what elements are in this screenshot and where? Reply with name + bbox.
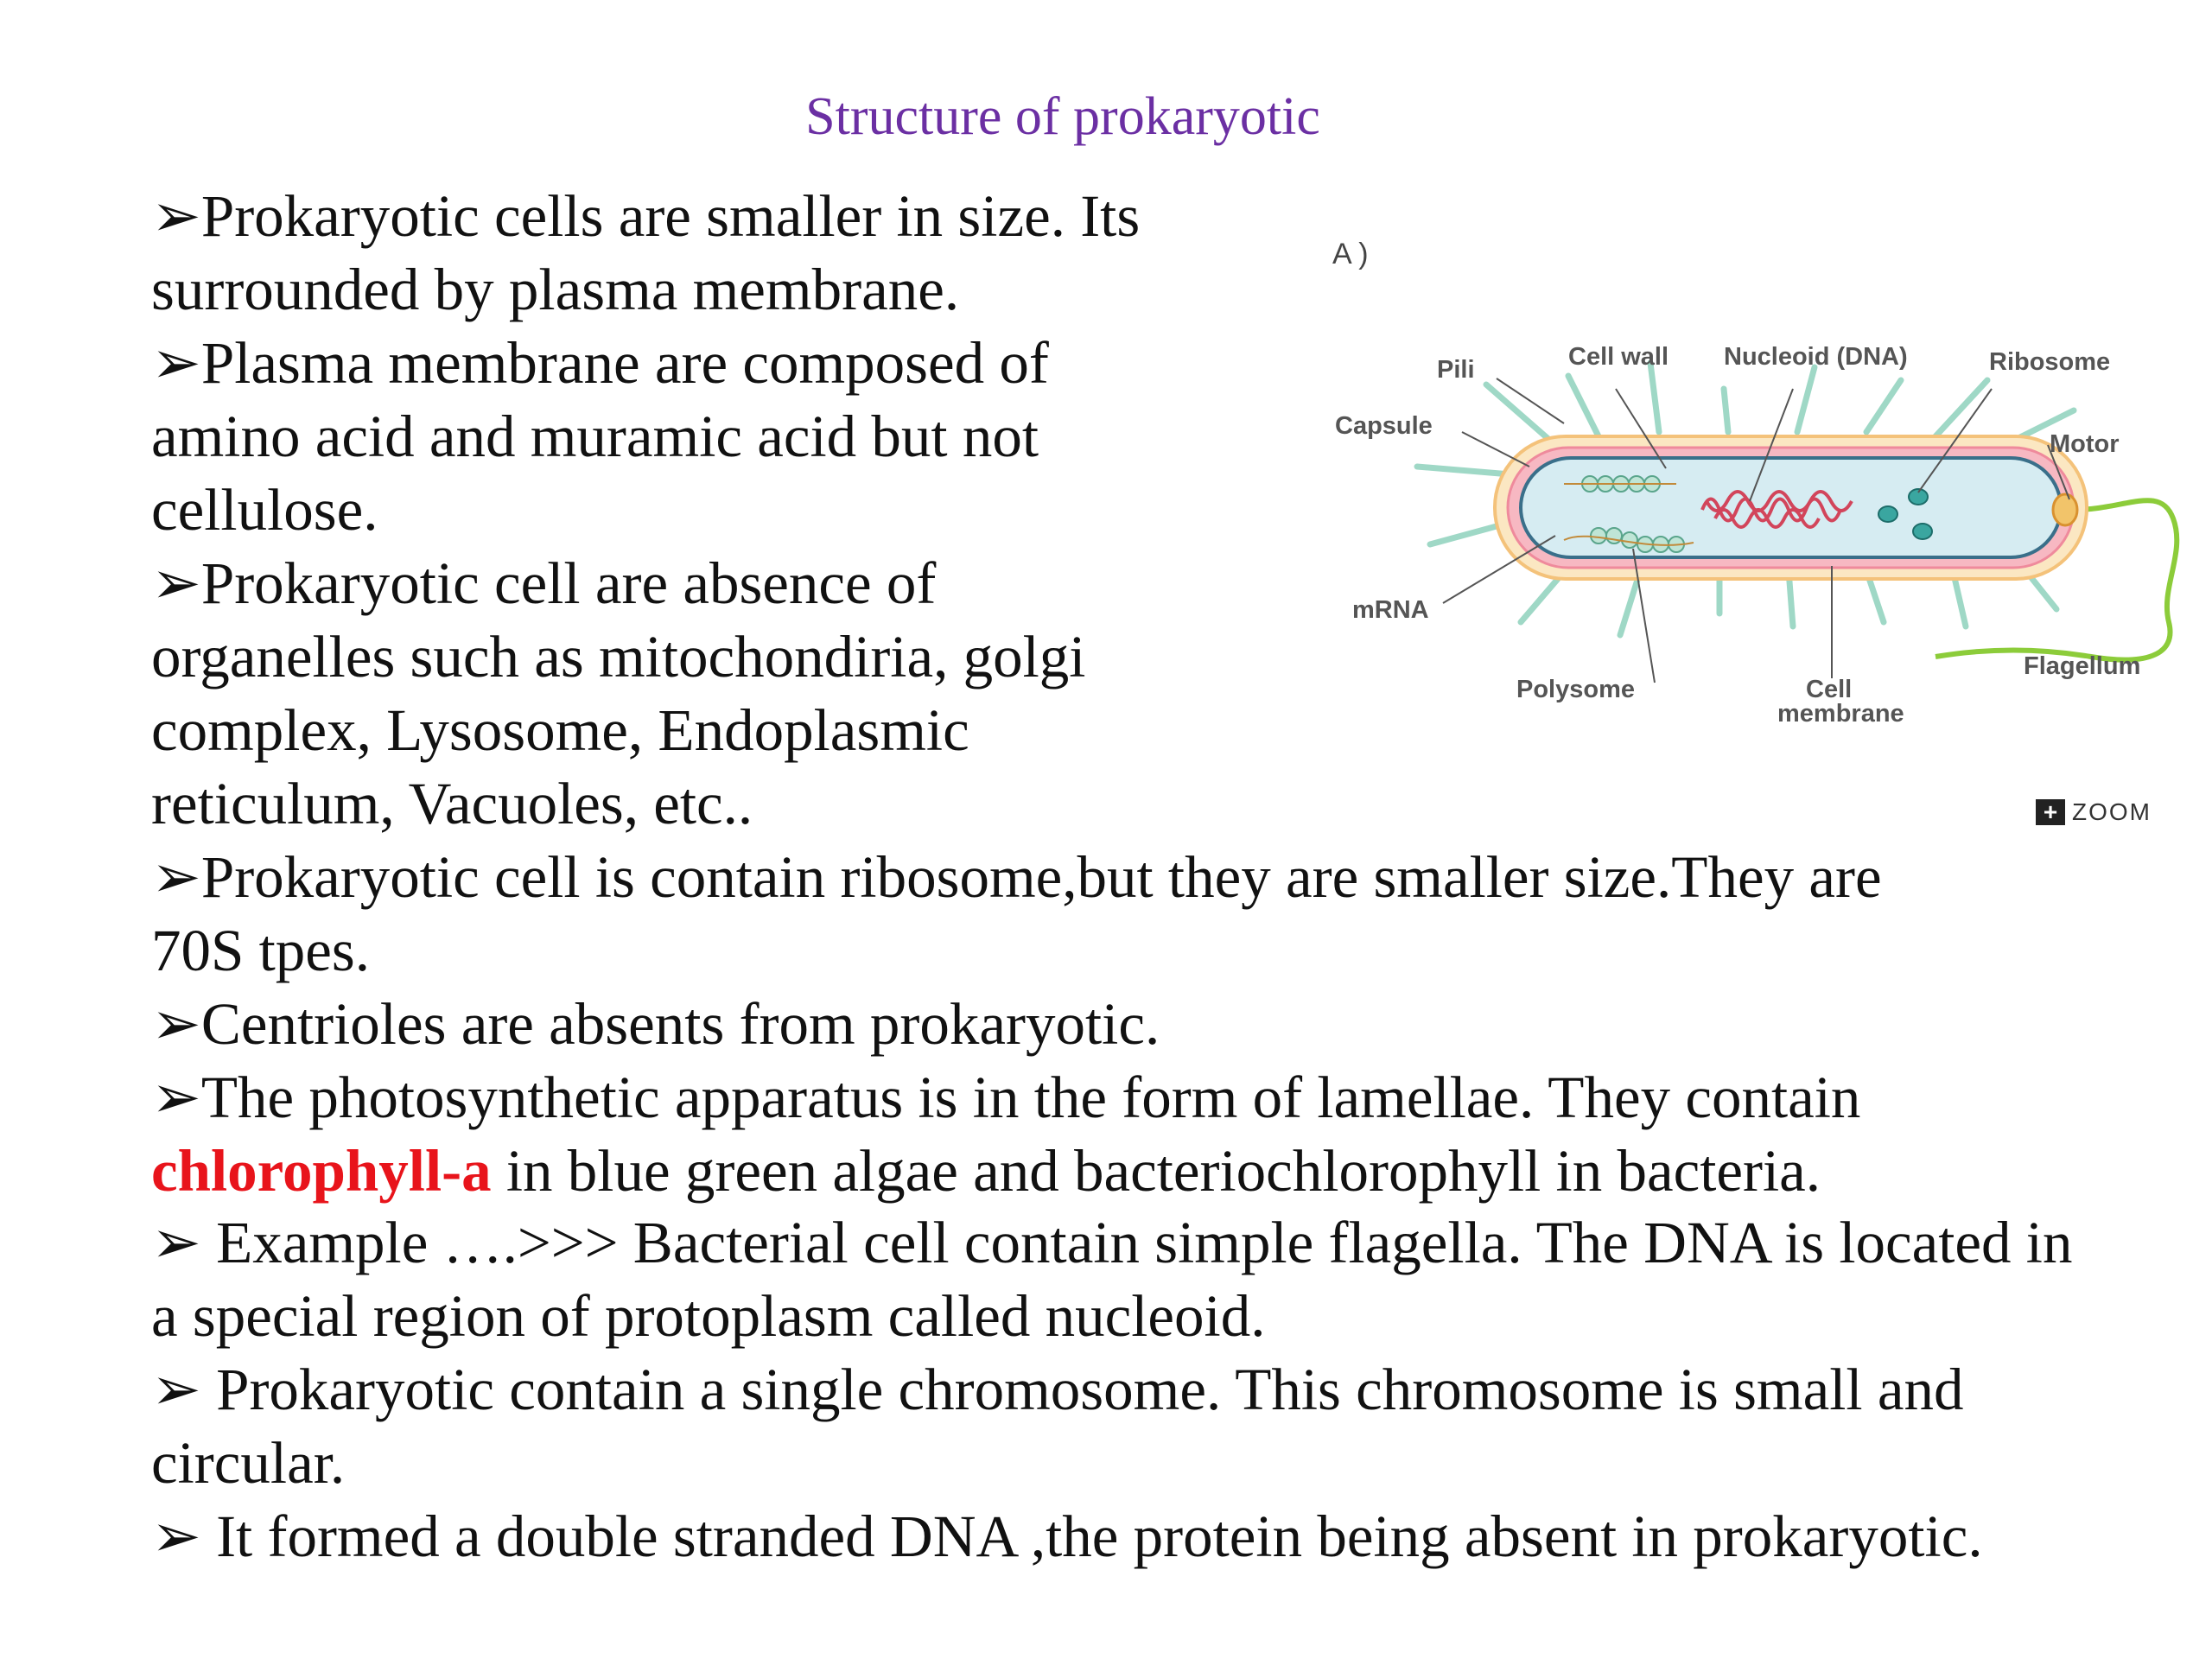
slide-title: Structure of prokaryotic [805, 87, 1320, 146]
bullet-icon: ➢ [151, 330, 201, 396]
bullet-paragraph-1: ➢Prokaryotic cells are smaller in size. Its surrounded by plasma membrane. [151, 183, 1141, 322]
bullet-paragraph-6: ➢The photosynthetic apparatus is in the form of lamellae. They contain chlorophyll-a in blue green algae and bacteriochlorophyll in bacteria. [151, 1065, 1861, 1204]
plus-icon: + [2036, 799, 2065, 825]
label-pili: Pili [1437, 356, 1475, 384]
bullet-paragraph-8: ➢ Prokaryotic contain a single chromosome. This chromosome is small and circular. [151, 1357, 1964, 1496]
bullet-icon: ➢ [151, 183, 201, 249]
label-mrna: mRNA [1352, 596, 1429, 624]
label-cell-wall: Cell wall [1568, 343, 1669, 371]
bullet-icon: ➢ [151, 550, 201, 616]
prokaryotic-cell-diagram [1313, 225, 2186, 743]
bullet-paragraph-2: ➢Plasma membrane are composed of amino acid and muramic acid but not cellulose. [151, 330, 1049, 543]
bullet-paragraph-9: ➢ It formed a double stranded DNA ,the protein being absent in prokaryotic. [151, 1503, 1983, 1569]
label-flagellum: Flagellum [2024, 652, 2141, 680]
label-cell: Cell [1806, 676, 1853, 703]
label-motor: Motor [2050, 430, 2120, 458]
zoom-label: ZOOM [2072, 798, 2152, 825]
bullet-paragraph-3: ➢Prokaryotic cell are absence of organelles such as mitochondiria, golgi complex, Lysosome, Endoplasmic reticulum, Vacuoles, etc.. [151, 550, 1086, 836]
bullet-icon: ➢ [151, 1065, 201, 1130]
motor [2053, 494, 2077, 525]
bullet-paragraph-7: ➢ Example ….>>> Bacterial cell contain simple flagella. The DNA is located in a special region of protoplasm called nucleoid. [151, 1210, 2073, 1349]
bullet-icon: ➢ [151, 991, 201, 1057]
bullet-icon: ➢ [151, 1503, 201, 1569]
panel-label: A ) [1332, 238, 1369, 270]
bullet-icon: ➢ [151, 1210, 201, 1275]
highlight-term: chlorophyll-a [151, 1138, 492, 1204]
label-nucleoid: Nucleoid (DNA) [1724, 343, 1908, 371]
label-ribosome: Ribosome [1989, 348, 2111, 376]
zoom-button[interactable] [2036, 797, 2152, 828]
bullet-icon: ➢ [151, 1357, 201, 1422]
bullet-icon: ➢ [151, 844, 201, 910]
bullet-paragraph-5: ➢Centrioles are absents from prokaryotic. [151, 991, 1160, 1057]
bullet-paragraph-4: ➢Prokaryotic cell is contain ribosome,but they are smaller size.They are 70S tpes. [151, 844, 1882, 983]
label-polysome: Polysome [1516, 676, 1635, 703]
label-capsule: Capsule [1335, 412, 1433, 440]
label-membrane: membrane [1777, 700, 1904, 728]
